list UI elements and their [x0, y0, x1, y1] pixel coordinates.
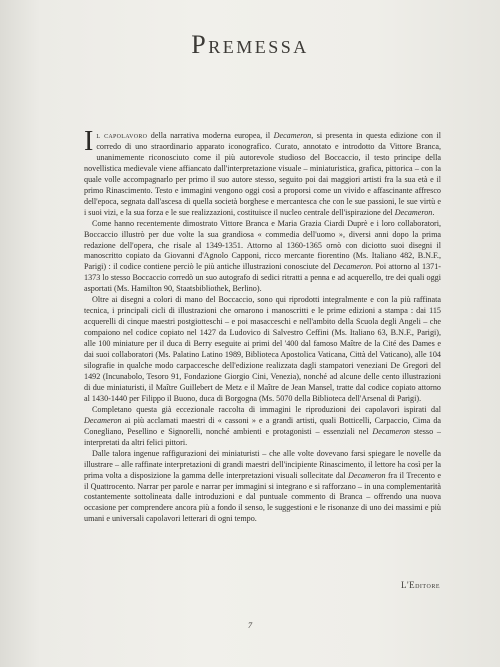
- text-run: Completano questa già eccezionale raccolta di immagini le riproduzioni dei capolavori ispirati dal: [92, 404, 441, 414]
- page-title: Premessa: [191, 30, 309, 59]
- italic-title: Decameron: [273, 131, 312, 140]
- text-run: della narrativa moderna europea, il: [147, 131, 274, 140]
- italic-title: Decameron: [394, 207, 433, 217]
- text-run: .: [432, 207, 435, 217]
- text-run: fra il Trecento e il Quattrocento. Narrar per parole e narrar per immagini si integrano e si rafforzano – in una complementarità costantemente sottolineata dalle introduzioni e dal puntuale commento di Branca – offrendo una nuova occasione per comprendere ancora più a fondo il senso, le suggestioni e le risonanze di uno dei massimi e più umani e universali capolavori letterari di ogni tempo.: [84, 470, 441, 524]
- paragraph: [84, 219, 441, 296]
- italic-title: Decameron: [372, 426, 410, 436]
- text-run: , si presenta in questa edizione con il corredo di uno straordinario apparato iconografico. Curato, annotato e introdotto da Vittore Branca, unanimemente riconosciuto come il più autorevole studioso del Boccaccio, il testo principe della novellistica medievale viene affiancato dall'interpretazione visuale – miniaturistica, grafica, pittorica – con la quale volle accompagnarlo per primo il suo autore stesso, seguito poi dai maggiori artisti fra la sua età e il primo Rinascimento. Testo e immagini vengono oggi così a proporsi come un vivido e affascinante affresco dell'epoca, segnata dall'ascesa di quella società borghese e mercantesca che con le sue passioni, le sue virtù e i suoi vizi, e la sua forza e le sue realizzazioni, costituisce il nucleo centrale dell'ispirazione del: [84, 131, 441, 217]
- paragraph: [84, 449, 441, 526]
- signature: L'Editore: [400, 580, 440, 590]
- paragraph: [84, 126, 441, 219]
- body-text: [84, 126, 441, 525]
- text-run: stesso – interpretati da altri felici pittori.: [84, 426, 441, 447]
- page-number: 7: [247, 620, 253, 630]
- text-run: Oltre ai disegni a colori di mano del Boccaccio, sono qui riprodotti integralmente e con la più raffinata tecnica, i principali cicli di illustrazioni che ornarono i manoscritti e le prime edizioni a stampa : dai 115 acquerelli di cinque maestri postgiotteschi – e poi masacceschi e nell'ambito della Scuola degli Angeli – che compaiono nel codice copiato nel 1427 da Ludovico di Salvestro Ceffini (Ms. Italiano 63, B.N.F., Parigi), alle 100 miniature per il duca di Berry eseguite ai primi del '400 dal famoso Maître de la Cité des Dames e dai suoi collaboratori (Ms. Palatino Latino 1989, Biblioteca Apostolica Vaticana, Città del Vaticano), alle 104 silografie in qualche modo carpaccesche dell'edizione realizzata dagli stampatori veneziani De Gregori del 1492 (Incunabolo, Tesoro 91, Fondazione Giorgio Cini, Venezia), nonché ad alcune delle cento illustrazioni di due miniaturisti, il Maître Guillebert de Metz e il Maître de Jean Mansel, tratte dal codice copiato attorno al 1430-1440 per Filippo il Buono, duca di Borgogna (Ms. 5070 della Biblioteca dell'Arsenal di Parigi).: [84, 295, 441, 403]
- small-caps-text: l capolavoro: [96, 131, 148, 140]
- paragraph: [84, 295, 441, 405]
- text-run: Dalle talora ingenue raffigurazioni dei miniaturisti – che alle volte dovevano farsi spiegare le novelle da illustrare – alle raffinate interpretazioni di grandi maestri dell'incipiente Rinascimento, il lettore ha così per la prima volta a disposizione la gamma delle interpretazioni visuali sollecitate dal: [84, 448, 441, 480]
- paragraph: [84, 405, 441, 449]
- text-run: ai più acclamati maestri di « cassoni » e a grandi artisti, quali Botticelli, Carpaccio, Cima da Conegliano, Pesellino e Signorelli, nonché ambienti e protagonisti – essenziali nel: [84, 415, 441, 436]
- drop-cap: I: [84, 126, 94, 157]
- text-run: . Poi attorno al 1371-1373 lo stesso Boccaccio corredò un suo autografo di sedici ritratti a penna e ad acquerello, tre dei quali oggi asportati (Ms. Hamilton 90, Staatsbibliothek, Berlino).: [84, 262, 441, 294]
- italic-title: Decameron: [347, 470, 386, 480]
- italic-title: Decameron: [84, 415, 122, 425]
- text-run: Come hanno recentemente dimostrato Vittore Branca e Maria Grazia Ciardi Duprè e i loro collaboratori, Boccaccio illustrò per due volte la sua grandiosa « commedia dell'uomo », diversi anni dopo la prima redazione dell'opera, che risale al 1349-1351. Attorno al 1360-1365 ornò con diciotto suoi disegni il manoscritto copiato da Giovanni d'Agnolo Capponi, ricco mercante fiorentino (Ms. Italiano 482, B.N.F., Parigi) : il codice contiene perciò le più antiche illustrazioni conosciute del: [84, 218, 441, 272]
- italic-title: Decameron: [333, 262, 371, 272]
